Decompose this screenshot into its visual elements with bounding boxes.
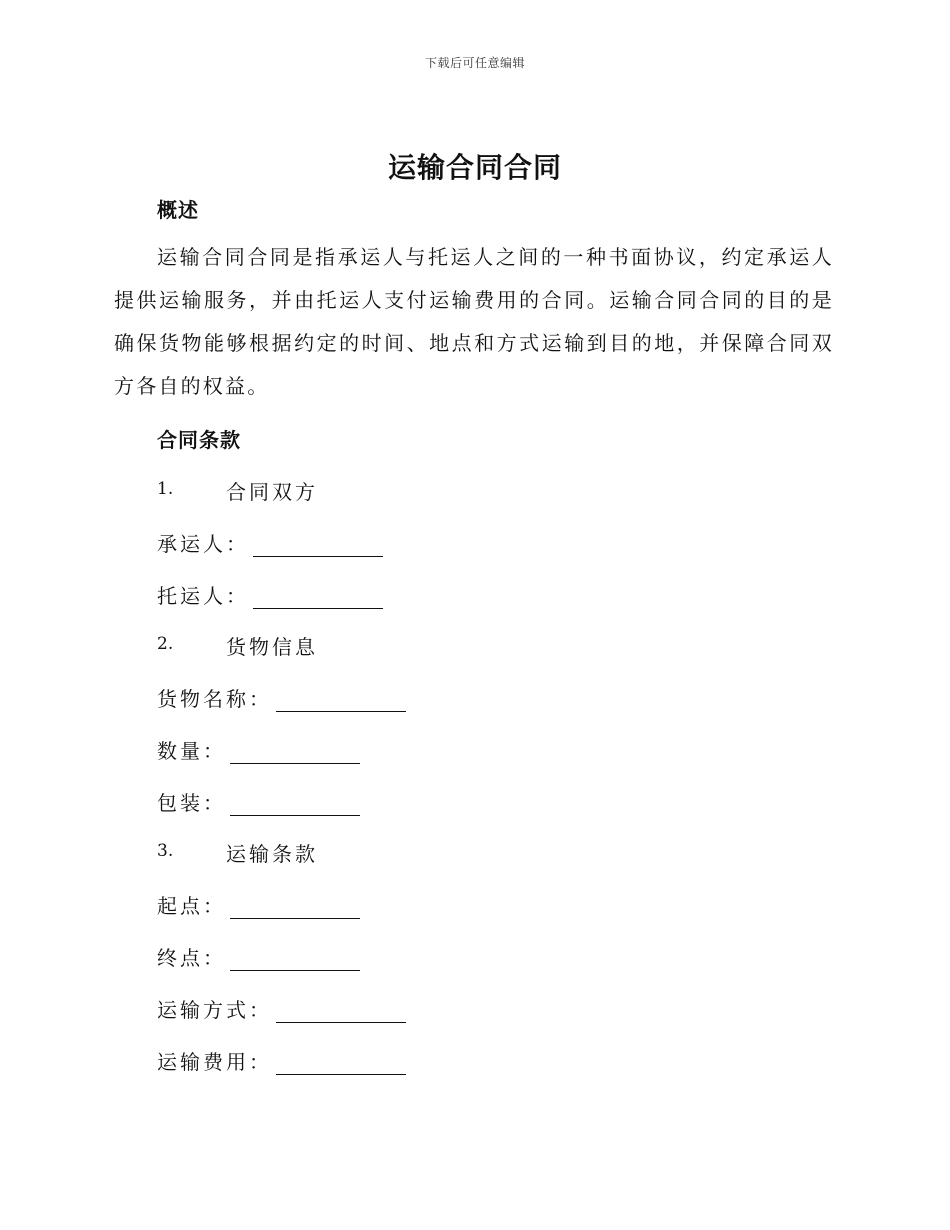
field-label: 起点： bbox=[157, 894, 226, 918]
quantity-blank-line[interactable] bbox=[230, 741, 360, 764]
item-number: 3. bbox=[157, 841, 174, 861]
field-label: 托运人： bbox=[157, 584, 249, 608]
document-title: 运输合同合同 bbox=[387, 151, 562, 184]
field-packaging bbox=[157, 787, 360, 816]
transport-method-blank-line[interactable] bbox=[276, 1000, 406, 1023]
field-label: 运输方式： bbox=[157, 998, 272, 1022]
shipper-blank-line[interactable] bbox=[253, 586, 383, 609]
goods-name-blank-line[interactable] bbox=[276, 689, 406, 712]
field-quantity bbox=[157, 735, 360, 764]
page-header: 下载后可任意编辑 bbox=[424, 56, 525, 70]
field-carrier bbox=[157, 528, 383, 557]
field-goods-name bbox=[157, 683, 406, 712]
origin-blank-line[interactable] bbox=[230, 896, 360, 919]
field-transport-method bbox=[157, 994, 406, 1023]
transport-fee-blank-line[interactable] bbox=[276, 1052, 406, 1075]
terms-heading: 合同条款 bbox=[157, 428, 241, 452]
item-title-parties: 合同双方 bbox=[226, 480, 318, 504]
packaging-blank-line[interactable] bbox=[230, 793, 360, 816]
field-shipper bbox=[157, 580, 383, 609]
field-label: 运输费用： bbox=[157, 1050, 272, 1074]
overview-heading: 概述 bbox=[157, 198, 199, 222]
item-number: 1. bbox=[157, 479, 174, 499]
field-transport-fee bbox=[157, 1046, 406, 1075]
field-label: 终点： bbox=[157, 946, 226, 970]
overview-paragraph: 运输合同合同是指承运人与托运人之间的一种书面协议，约定承运人提供运输服务，并由托运人支付运输费用的合同。运输合同合同的目的是确保货物能够根据约定的时间、地点和方式运输到目的地，并保障合同双方各自的权益。 bbox=[114, 245, 834, 398]
field-label: 货物名称： bbox=[157, 687, 272, 711]
field-label: 承运人： bbox=[157, 532, 249, 556]
field-label: 数量： bbox=[157, 739, 226, 763]
carrier-blank-line[interactable] bbox=[253, 534, 383, 557]
item-number: 2. bbox=[157, 634, 174, 654]
item-title-transport: 运输条款 bbox=[226, 842, 318, 866]
item-title-goods: 货物信息 bbox=[226, 635, 318, 659]
field-origin bbox=[157, 890, 360, 919]
field-label: 包装： bbox=[157, 791, 226, 815]
field-destination bbox=[157, 942, 360, 971]
destination-blank-line[interactable] bbox=[230, 948, 360, 971]
